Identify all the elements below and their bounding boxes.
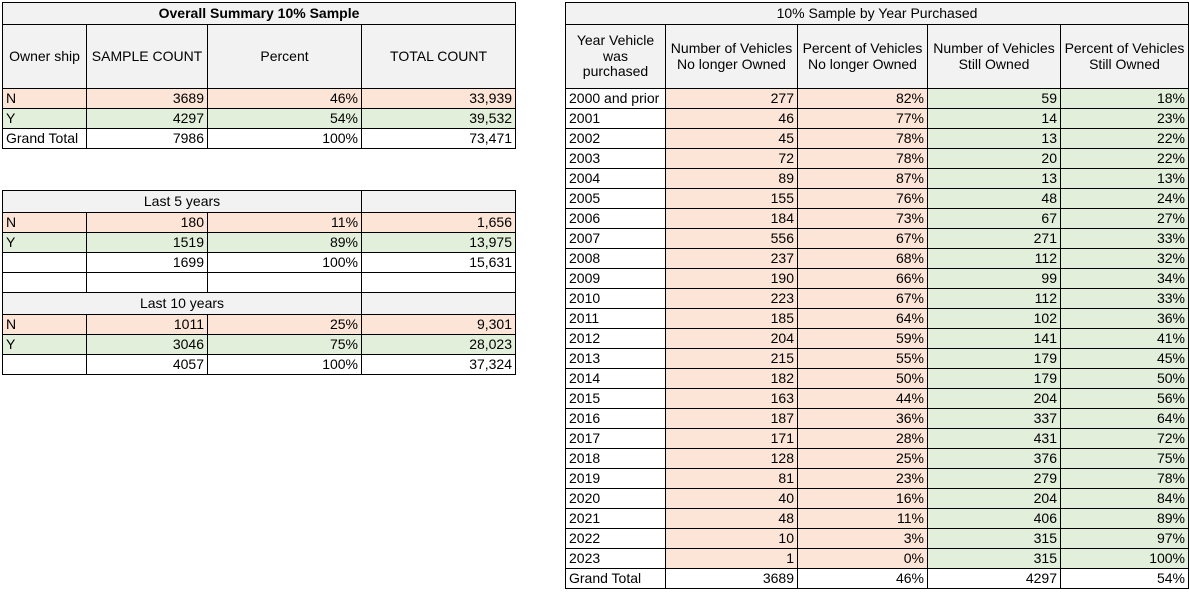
cell-pct-still-owned[interactable]: 33% xyxy=(1061,229,1189,249)
by-year-title-row xyxy=(566,3,1189,25)
table-row xyxy=(3,89,516,109)
last-10-years-title-row xyxy=(3,293,516,315)
cell-pct-no-longer-owned[interactable]: 78% xyxy=(798,149,928,169)
cell-total-count[interactable]: 1,656 xyxy=(362,213,516,233)
cell-pct-no-longer-owned[interactable]: 87% xyxy=(798,169,928,189)
cell-pct-no-longer-owned[interactable]: 55% xyxy=(798,349,928,369)
table-row xyxy=(3,129,516,149)
cell-pct-no-longer-owned[interactable]: 23% xyxy=(798,469,928,489)
cell-num-still-owned[interactable]: 4297 xyxy=(928,569,1061,589)
by-year-title: 10% Sample by Year Purchased xyxy=(566,3,1189,25)
header-pct-no-longer-owned: Percent of Vehicles No longer Owned xyxy=(798,25,928,89)
table-row xyxy=(566,489,1189,509)
table-row xyxy=(566,269,1189,289)
cell-year[interactable]: 2004 xyxy=(566,169,666,189)
cell-num-no-longer-owned[interactable]: 190 xyxy=(666,269,798,289)
cell-pct-still-owned[interactable]: 97% xyxy=(1061,529,1189,549)
table-row xyxy=(566,409,1189,429)
cell-num-no-longer-owned[interactable]: 184 xyxy=(666,209,798,229)
cell-num-no-longer-owned[interactable]: 3689 xyxy=(666,569,798,589)
table-row xyxy=(3,213,516,233)
cell-year[interactable]: 2009 xyxy=(566,269,666,289)
cell-num-still-owned[interactable]: 102 xyxy=(928,309,1061,329)
cell-sample-count[interactable]: 1011 xyxy=(87,315,208,335)
cell-num-still-owned[interactable]: 141 xyxy=(928,329,1061,349)
cell-year[interactable]: 2014 xyxy=(566,369,666,389)
cell-num-no-longer-owned[interactable]: 89 xyxy=(666,169,798,189)
cell-num-no-longer-owned[interactable]: 72 xyxy=(666,149,798,169)
cell-year[interactable]: 2012 xyxy=(566,329,666,349)
cell-num-still-owned[interactable]: 431 xyxy=(928,429,1061,449)
cell-year[interactable]: 2000 and prior xyxy=(566,89,666,109)
cell-pct-still-owned[interactable]: 23% xyxy=(1061,109,1189,129)
cell-pct-still-owned[interactable]: 22% xyxy=(1061,129,1189,149)
cell-pct-no-longer-owned[interactable]: 44% xyxy=(798,389,928,409)
cell-percent[interactable]: 100% xyxy=(208,355,362,375)
cell-num-still-owned[interactable]: 99 xyxy=(928,269,1061,289)
cell-pct-no-longer-owned[interactable]: 11% xyxy=(798,509,928,529)
header-sample-count: SAMPLE COUNT xyxy=(87,25,208,89)
cell-pct-still-owned[interactable]: 34% xyxy=(1061,269,1189,289)
header-num-still-owned: Number of Vehicles Still Owned xyxy=(928,25,1061,89)
table-row xyxy=(566,109,1189,129)
cell-sample-count[interactable]: 180 xyxy=(87,213,208,233)
cell-ownership[interactable]: Y xyxy=(3,335,87,355)
table-row xyxy=(566,509,1189,529)
cell-num-no-longer-owned[interactable]: 277 xyxy=(666,89,798,109)
cell-num-still-owned[interactable]: 337 xyxy=(928,409,1061,429)
cell-year[interactable]: 2007 xyxy=(566,229,666,249)
cell-percent[interactable]: 46% xyxy=(208,89,362,109)
cell-pct-still-owned[interactable]: 27% xyxy=(1061,209,1189,229)
cell-total-count[interactable]: 39,532 xyxy=(362,109,516,129)
cell-pct-no-longer-owned[interactable]: 64% xyxy=(798,309,928,329)
cell-pct-no-longer-owned[interactable]: 16% xyxy=(798,489,928,509)
table-row xyxy=(566,369,1189,389)
cell-pct-still-owned[interactable]: 41% xyxy=(1061,329,1189,349)
cell-num-still-owned[interactable]: 67 xyxy=(928,209,1061,229)
table-row xyxy=(566,449,1189,469)
cell-ownership[interactable]: N xyxy=(3,213,87,233)
by-year-header-row xyxy=(566,25,1189,89)
cell-year[interactable]: 2010 xyxy=(566,289,666,309)
cell-num-no-longer-owned[interactable]: 81 xyxy=(666,469,798,489)
cell-year[interactable]: 2002 xyxy=(566,129,666,149)
last-5-years-title: Last 5 years xyxy=(3,191,362,213)
cell-year[interactable]: 2011 xyxy=(566,309,666,329)
table-row xyxy=(566,529,1189,549)
cell-pct-still-owned[interactable]: 50% xyxy=(1061,369,1189,389)
cell-num-no-longer-owned[interactable]: 185 xyxy=(666,309,798,329)
cell-pct-no-longer-owned[interactable]: 66% xyxy=(798,269,928,289)
cell-pct-no-longer-owned[interactable]: 46% xyxy=(798,569,928,589)
cell-num-still-owned[interactable]: 13 xyxy=(928,129,1061,149)
overall-summary-title-row xyxy=(3,3,516,25)
cell-num-no-longer-owned[interactable]: 215 xyxy=(666,349,798,369)
table-row xyxy=(566,329,1189,349)
table-row xyxy=(566,469,1189,489)
cell-year[interactable]: 2005 xyxy=(566,189,666,209)
cell-sample-count[interactable]: 4297 xyxy=(87,109,208,129)
cell-sample-count[interactable]: 3689 xyxy=(87,89,208,109)
cell-num-no-longer-owned[interactable]: 46 xyxy=(666,109,798,129)
cell-year[interactable]: 2003 xyxy=(566,149,666,169)
overall-summary-header-row xyxy=(3,25,516,89)
cell-num-still-owned[interactable]: 20 xyxy=(928,149,1061,169)
cell-year[interactable]: 2017 xyxy=(566,429,666,449)
cell-pct-no-longer-owned[interactable]: 73% xyxy=(798,209,928,229)
cell-year[interactable]: 2013 xyxy=(566,349,666,369)
cell-year[interactable]: 2020 xyxy=(566,489,666,509)
table-row xyxy=(566,349,1189,369)
cell-num-no-longer-owned[interactable]: 187 xyxy=(666,409,798,429)
cell-ownership[interactable]: Grand Total xyxy=(3,129,87,149)
cell-percent[interactable]: 89% xyxy=(208,233,362,253)
cell-pct-no-longer-owned[interactable]: 67% xyxy=(798,289,928,309)
cell-pct-still-owned[interactable]: 64% xyxy=(1061,409,1189,429)
cell-percent[interactable]: 11% xyxy=(208,213,362,233)
cell-total-count[interactable]: 28,023 xyxy=(362,335,516,355)
cell-sample-count[interactable]: 1699 xyxy=(87,253,208,273)
cell-num-no-longer-owned[interactable]: 155 xyxy=(666,189,798,209)
cell-sample-count[interactable]: 4057 xyxy=(87,355,208,375)
cell-pct-still-owned[interactable]: 56% xyxy=(1061,389,1189,409)
cell-ownership[interactable]: Y xyxy=(3,109,87,129)
cell-num-no-longer-owned[interactable]: 10 xyxy=(666,529,798,549)
cell-total-count[interactable]: 15,631 xyxy=(362,253,516,273)
table-row xyxy=(566,389,1189,409)
cell-pct-no-longer-owned[interactable]: 59% xyxy=(798,329,928,349)
cell-pct-no-longer-owned[interactable]: 3% xyxy=(798,529,928,549)
cell-year[interactable]: 2018 xyxy=(566,449,666,469)
table-row xyxy=(3,109,516,129)
blank-cell[interactable] xyxy=(87,273,208,293)
by-year-table xyxy=(565,2,1189,589)
cell-pct-no-longer-owned[interactable]: 50% xyxy=(798,369,928,389)
overall-summary-table xyxy=(2,2,516,149)
cell-pct-still-owned[interactable]: 24% xyxy=(1061,189,1189,209)
cell-pct-still-owned[interactable]: 89% xyxy=(1061,509,1189,529)
cell-num-still-owned[interactable]: 48 xyxy=(928,189,1061,209)
cell-pct-still-owned[interactable]: 100% xyxy=(1061,549,1189,569)
cell-num-still-owned[interactable]: 14 xyxy=(928,109,1061,129)
cell-num-still-owned[interactable]: 271 xyxy=(928,229,1061,249)
cell-num-still-owned[interactable]: 13 xyxy=(928,169,1061,189)
table-row xyxy=(3,315,516,335)
cell-year[interactable]: 2015 xyxy=(566,389,666,409)
cell-pct-no-longer-owned[interactable]: 76% xyxy=(798,189,928,209)
cell-num-still-owned[interactable]: 179 xyxy=(928,369,1061,389)
cell-num-still-owned[interactable]: 279 xyxy=(928,469,1061,489)
cell-sample-count[interactable]: 7986 xyxy=(87,129,208,149)
table-row xyxy=(566,249,1189,269)
cell-year[interactable]: 2008 xyxy=(566,249,666,269)
table-row xyxy=(3,355,516,375)
header-percent: Percent xyxy=(208,25,362,89)
table-row xyxy=(3,335,516,355)
cell-percent[interactable]: 25% xyxy=(208,315,362,335)
cell-percent[interactable]: 54% xyxy=(208,109,362,129)
cell-year[interactable]: 2006 xyxy=(566,209,666,229)
cell-pct-still-owned[interactable]: 36% xyxy=(1061,309,1189,329)
cell-year[interactable]: 2022 xyxy=(566,529,666,549)
cell-year[interactable]: Grand Total xyxy=(566,569,666,589)
blank-cell[interactable] xyxy=(362,273,516,293)
cell-num-no-longer-owned[interactable]: 1 xyxy=(666,549,798,569)
cell-num-no-longer-owned[interactable]: 182 xyxy=(666,369,798,389)
cell-percent[interactable]: 75% xyxy=(208,335,362,355)
cell-pct-still-owned[interactable]: 72% xyxy=(1061,429,1189,449)
cell-percent[interactable]: 100% xyxy=(208,253,362,273)
cell-ownership[interactable] xyxy=(3,355,87,375)
cell-year[interactable]: 2023 xyxy=(566,549,666,569)
cell-pct-still-owned[interactable]: 18% xyxy=(1061,89,1189,109)
last-10-years-title: Last 10 years xyxy=(3,293,362,315)
blank-cell[interactable] xyxy=(208,273,362,293)
cell-num-no-longer-owned[interactable]: 48 xyxy=(666,509,798,529)
table-row xyxy=(566,169,1189,189)
cell-pct-still-owned[interactable]: 32% xyxy=(1061,249,1189,269)
cell-num-still-owned[interactable]: 204 xyxy=(928,389,1061,409)
table-row xyxy=(566,289,1189,309)
blank-row xyxy=(3,273,516,293)
cell-ownership[interactable]: N xyxy=(3,315,87,335)
cell-num-no-longer-owned[interactable]: 128 xyxy=(666,449,798,469)
cell-pct-still-owned[interactable]: 78% xyxy=(1061,469,1189,489)
cell-year[interactable]: 2019 xyxy=(566,469,666,489)
table-row xyxy=(566,129,1189,149)
cell-year[interactable]: 2021 xyxy=(566,509,666,529)
cell-pct-still-owned[interactable]: 54% xyxy=(1061,569,1189,589)
cell-num-still-owned[interactable]: 315 xyxy=(928,549,1061,569)
cell-pct-still-owned[interactable]: 13% xyxy=(1061,169,1189,189)
cell-ownership[interactable] xyxy=(3,253,87,273)
cell-pct-no-longer-owned[interactable]: 78% xyxy=(798,129,928,149)
cell-num-no-longer-owned[interactable]: 45 xyxy=(666,129,798,149)
table-row xyxy=(566,229,1189,249)
cell-num-no-longer-owned[interactable]: 163 xyxy=(666,389,798,409)
header-total-count: TOTAL COUNT xyxy=(362,25,516,89)
cell-pct-no-longer-owned[interactable]: 36% xyxy=(798,409,928,429)
cell-num-still-owned[interactable]: 112 xyxy=(928,249,1061,269)
cell-pct-no-longer-owned[interactable]: 67% xyxy=(798,229,928,249)
cell-pct-no-longer-owned[interactable]: 0% xyxy=(798,549,928,569)
cell-pct-still-owned[interactable]: 84% xyxy=(1061,489,1189,509)
cell-year[interactable]: 2016 xyxy=(566,409,666,429)
cell-num-still-owned[interactable]: 204 xyxy=(928,489,1061,509)
cell-pct-no-longer-owned[interactable]: 82% xyxy=(798,89,928,109)
cell-total-count[interactable]: 33,939 xyxy=(362,89,516,109)
cell-total-count[interactable]: 9,301 xyxy=(362,315,516,335)
cell-pct-no-longer-owned[interactable]: 28% xyxy=(798,429,928,449)
cell-num-still-owned[interactable]: 59 xyxy=(928,89,1061,109)
cell-num-still-owned[interactable]: 376 xyxy=(928,449,1061,469)
cell-pct-still-owned[interactable]: 75% xyxy=(1061,449,1189,469)
header-num-no-longer-owned: Number of Vehicles No longer Owned xyxy=(666,25,798,89)
blank-cell[interactable] xyxy=(3,273,87,293)
table-row xyxy=(566,149,1189,169)
grand-total-row xyxy=(566,569,1189,589)
cell-num-still-owned[interactable]: 315 xyxy=(928,529,1061,549)
cell-num-no-longer-owned[interactable]: 237 xyxy=(666,249,798,269)
table-row xyxy=(566,209,1189,229)
last-10-years-title-spacer[interactable] xyxy=(362,293,516,315)
table-row xyxy=(3,233,516,253)
cell-num-no-longer-owned[interactable]: 204 xyxy=(666,329,798,349)
cell-pct-no-longer-owned[interactable]: 68% xyxy=(798,249,928,269)
overall-summary-title: Overall Summary 10% Sample xyxy=(3,3,516,25)
table-row xyxy=(3,253,516,273)
cell-num-no-longer-owned[interactable]: 556 xyxy=(666,229,798,249)
table-row xyxy=(566,309,1189,329)
cell-num-still-owned[interactable]: 179 xyxy=(928,349,1061,369)
cell-percent[interactable]: 100% xyxy=(208,129,362,149)
last-5-years-title-row xyxy=(3,191,516,213)
cell-total-count[interactable]: 37,324 xyxy=(362,355,516,375)
table-row xyxy=(566,89,1189,109)
cell-total-count[interactable]: 13,975 xyxy=(362,233,516,253)
cell-year[interactable]: 2001 xyxy=(566,109,666,129)
cell-pct-still-owned[interactable]: 33% xyxy=(1061,289,1189,309)
cell-num-no-longer-owned[interactable]: 171 xyxy=(666,429,798,449)
cell-pct-still-owned[interactable]: 22% xyxy=(1061,149,1189,169)
cell-sample-count[interactable]: 1519 xyxy=(87,233,208,253)
table-row xyxy=(566,429,1189,449)
header-ownership: Owner ship xyxy=(3,25,87,89)
cell-num-no-longer-owned[interactable]: 40 xyxy=(666,489,798,509)
cell-ownership[interactable]: Y xyxy=(3,233,87,253)
cell-ownership[interactable]: N xyxy=(3,89,87,109)
header-pct-still-owned: Percent of Vehicles Still Owned xyxy=(1061,25,1189,89)
period-summary-table xyxy=(2,190,516,375)
last-5-years-title-spacer[interactable] xyxy=(362,191,516,213)
cell-pct-no-longer-owned[interactable]: 77% xyxy=(798,109,928,129)
cell-num-still-owned[interactable]: 406 xyxy=(928,509,1061,529)
cell-pct-still-owned[interactable]: 45% xyxy=(1061,349,1189,369)
cell-num-no-longer-owned[interactable]: 223 xyxy=(666,289,798,309)
cell-pct-no-longer-owned[interactable]: 25% xyxy=(798,449,928,469)
cell-sample-count[interactable]: 3046 xyxy=(87,335,208,355)
table-row xyxy=(566,189,1189,209)
table-row xyxy=(566,549,1189,569)
cell-total-count[interactable]: 73,471 xyxy=(362,129,516,149)
cell-num-still-owned[interactable]: 112 xyxy=(928,289,1061,309)
header-year-purchased: Year Vehicle was purchased xyxy=(566,25,666,89)
